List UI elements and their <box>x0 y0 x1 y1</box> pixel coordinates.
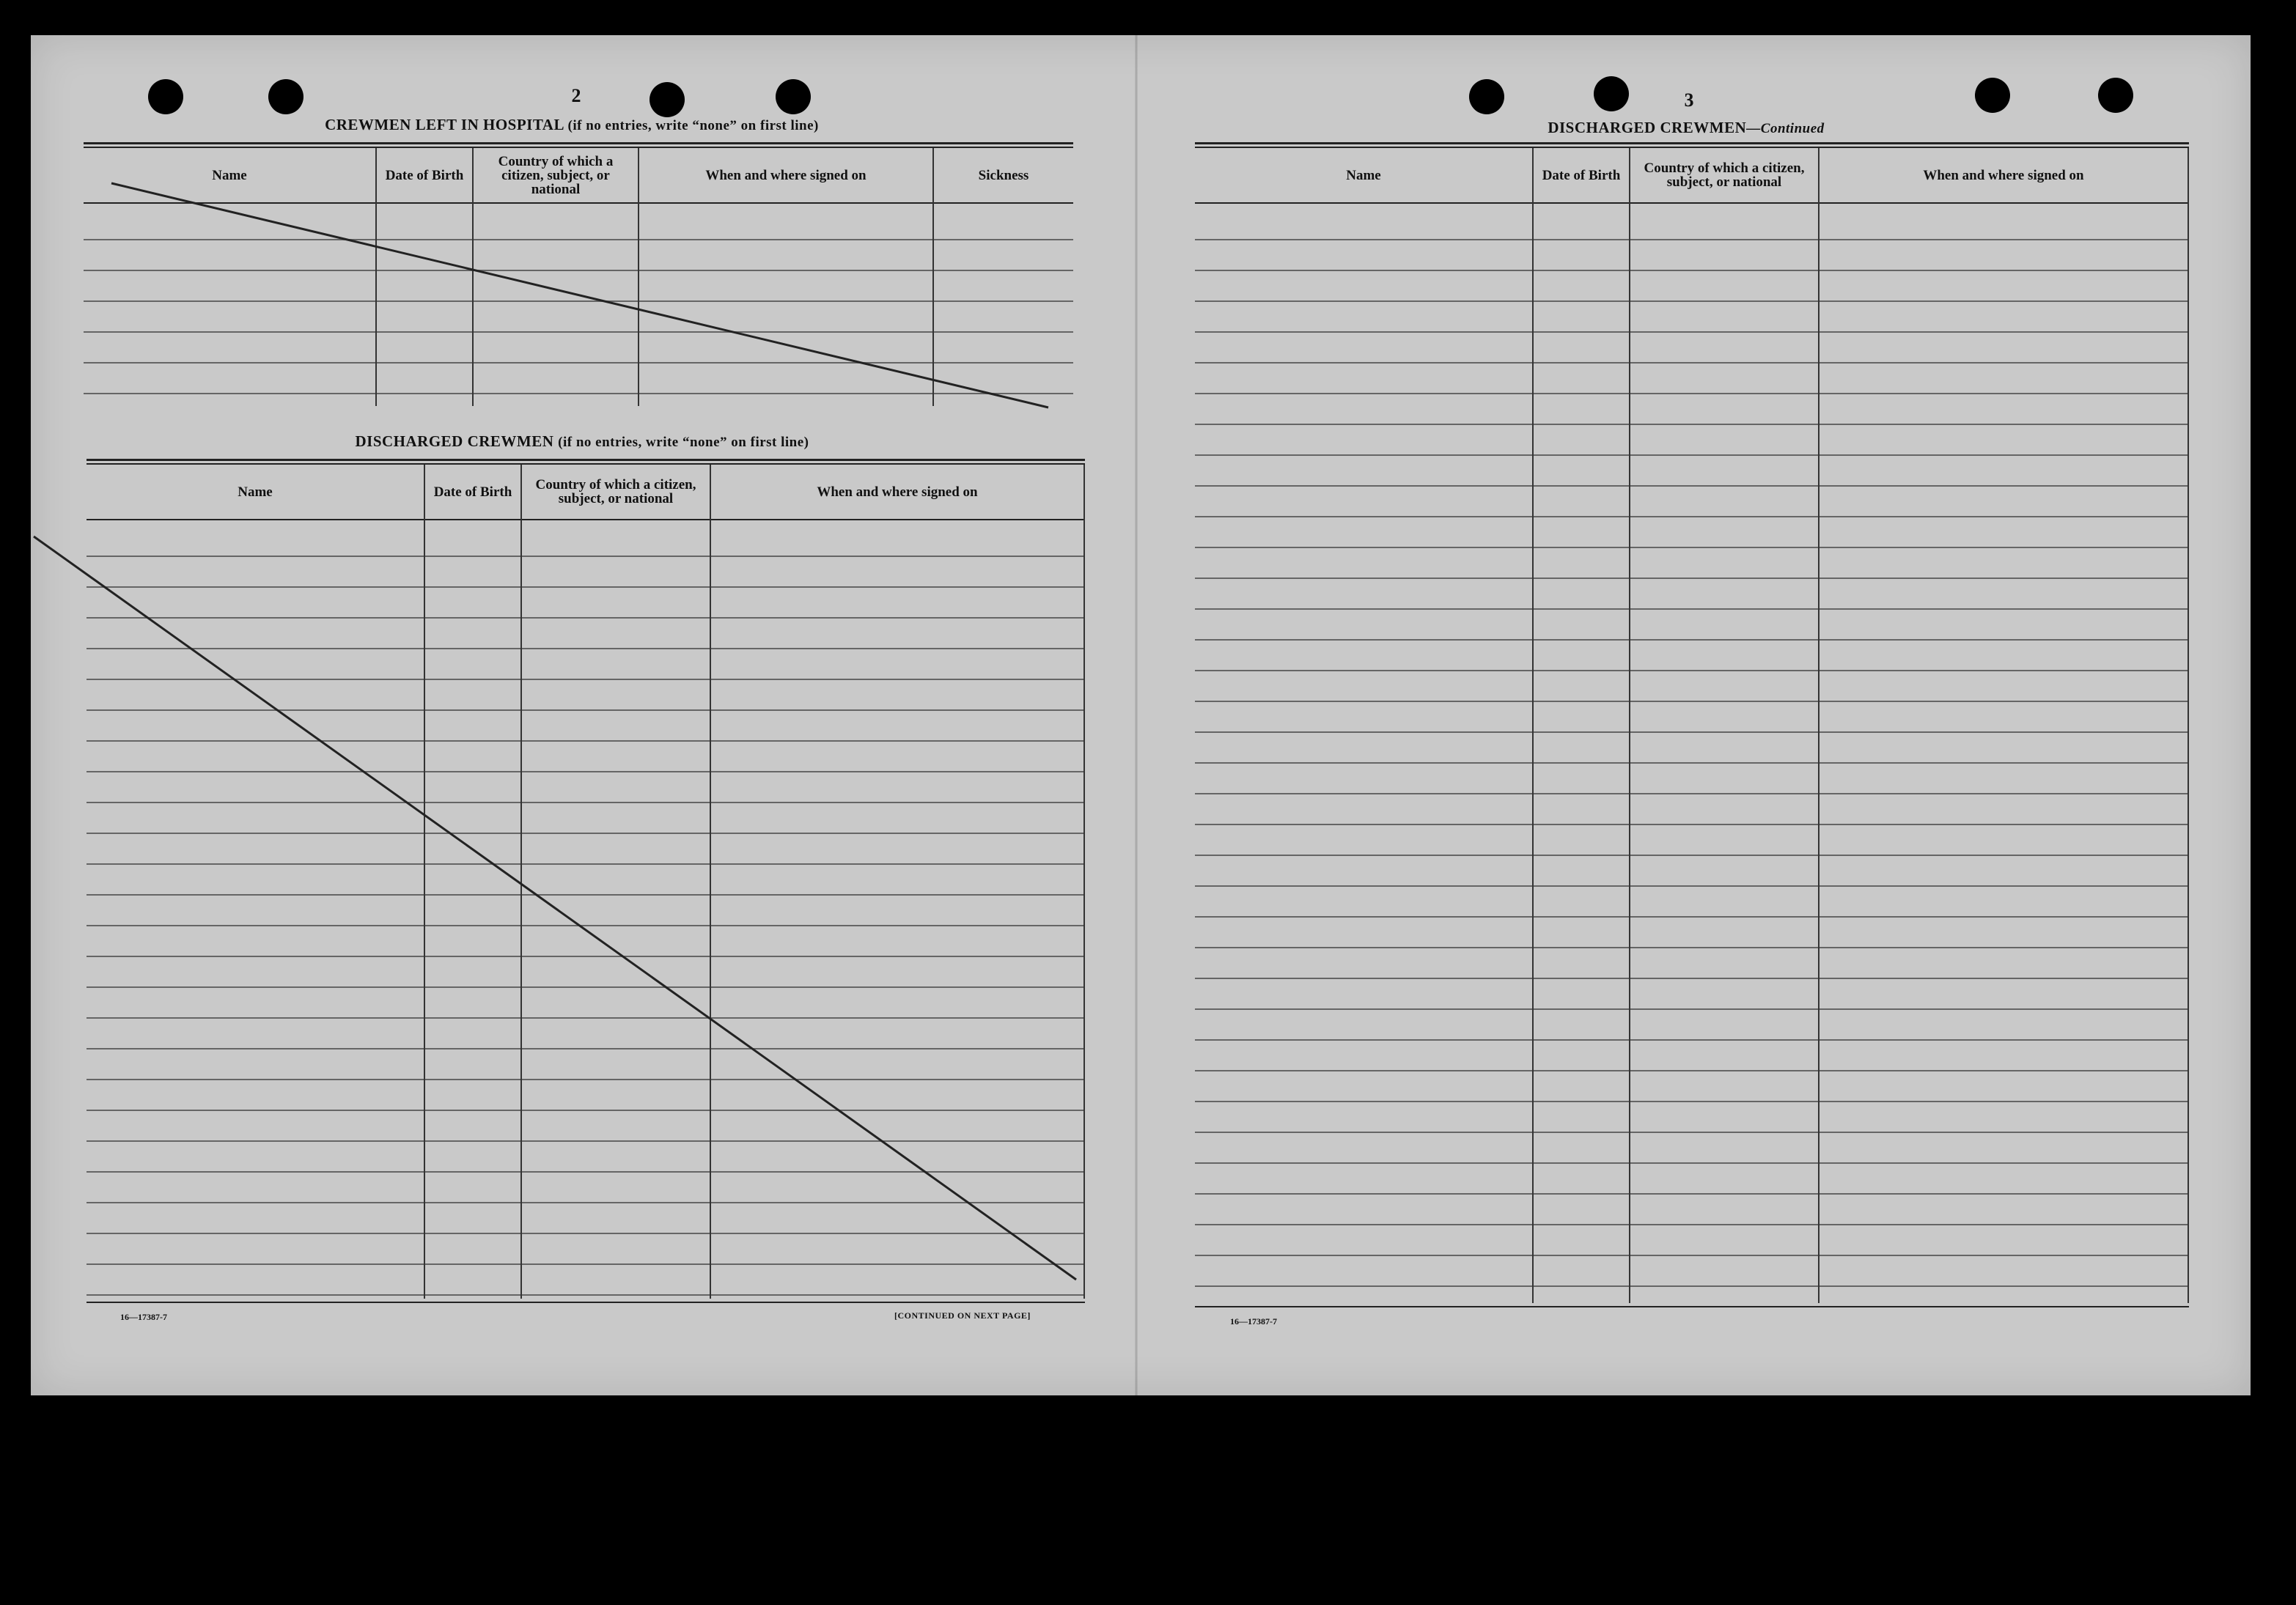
column-header: Name <box>87 465 424 520</box>
page-number-right: 3 <box>1684 89 1694 111</box>
continued-on-next-page: [CONTINUED ON NEXT PAGE] <box>894 1310 1031 1321</box>
column-header: Date of Birth <box>1534 148 1629 204</box>
hospital-title-note: (if no entries, write “none” on first line) <box>567 118 819 133</box>
form-number-left: 16—17387-7 <box>120 1312 167 1322</box>
hospital-strike-line <box>111 183 1048 407</box>
column-header: Country of which a citizen, subject, or national <box>522 465 710 520</box>
continued-label: —Continued <box>1746 121 1825 136</box>
column-header: When and where signed on <box>711 465 1083 520</box>
column-header: Country of which a citizen, subject, or national <box>1630 148 1818 204</box>
column-header: Sickness <box>934 148 1073 204</box>
page-number-left: 2 <box>571 85 581 106</box>
column-header: When and where signed on <box>1819 148 2188 204</box>
discharged-strike-line <box>34 536 1076 1280</box>
column-header: Date of Birth <box>425 465 520 520</box>
hospital-title-text: CREWMEN LEFT IN HOSPITAL <box>325 116 564 133</box>
column-header: Name <box>84 148 375 204</box>
discharged-title-text: DISCHARGED CREWMEN <box>355 432 554 450</box>
column-header: Date of Birth <box>377 148 472 204</box>
column-header: Name <box>1195 148 1532 204</box>
column-header: Country of which a citizen, subject, or national <box>474 148 638 204</box>
discharged-title-note: (if no entries, write “none” on first line) <box>558 435 809 450</box>
discharged-continued-text: DISCHARGED CREWMEN <box>1548 119 1747 136</box>
form-number-right: 16—17387-7 <box>1230 1316 1277 1327</box>
column-header: When and where signed on <box>639 148 932 204</box>
